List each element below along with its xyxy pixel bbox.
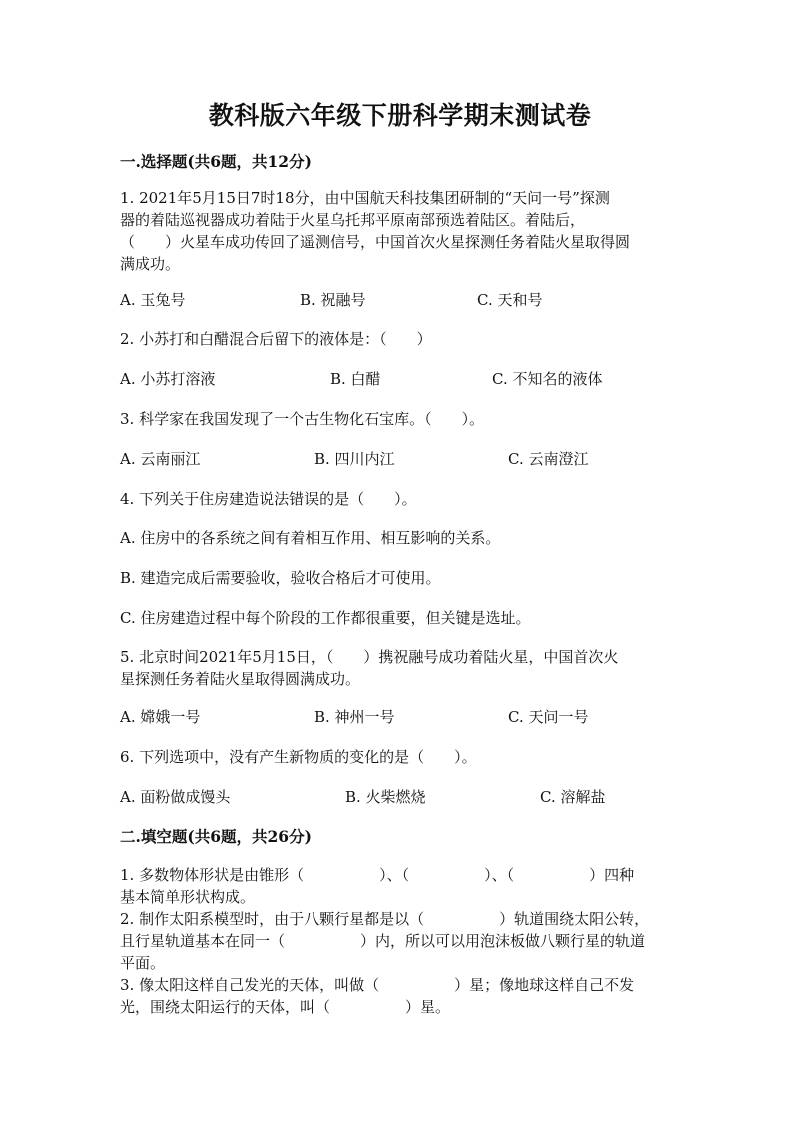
option-b: B. 神州一号 [314,708,395,726]
options-1-6 [120,786,720,808]
options-1-2 [120,368,720,390]
question-text-line: 平面。 [120,954,166,972]
question-2-3 [120,974,690,1018]
section-heading-choice: 一.选择题(共6题，共12分) [120,152,312,171]
options-1-4-a [120,527,720,549]
question-text-line: 2. 小苏打和白醋混合后留下的液体是：（ ） [120,330,432,348]
question-1-3 [120,408,690,430]
section-heading-fill: 二.填空题(共6题，共26分) [120,827,312,846]
options-1-4-c [120,607,720,629]
options-1-3 [120,448,720,470]
option-b: B. 四川内江 [314,450,395,468]
question-2-2 [120,908,690,974]
question-text-line: 1. 2021年5月15日7时18分，由中国航天科技集团研制的“天问一号”探测 [120,189,610,207]
option-b: B. 建造完成后需要验收，验收合格后才可使用。 [120,569,441,587]
option-b: B. 火柴燃烧 [345,788,426,806]
question-text-line: 器的着陆巡视器成功着陆于火星乌托邦平原南部预选着陆区。着陆后， [120,211,586,229]
option-a: A. 住房中的各系统之间有着相互作用、相互影响的关系。 [120,529,501,547]
option-a: A. 云南丽江 [120,450,201,468]
options-1-1 [120,289,720,311]
option-c: C. 不知名的液体 [492,370,603,388]
question-2-1 [120,864,690,908]
question-text-line: 4. 下列关于住房建造说法错误的是（ ）。 [120,490,417,508]
option-a: A. 玉兔号 [120,291,186,309]
question-text-line: 1. 多数物体形状是由锥形（ ）、（ ）、（ ）四种 [120,866,635,884]
question-text-line: 5. 北京时间2021年5月15日，（ ）携祝融号成功着陆火星，中国首次火 [120,648,619,666]
question-1-5 [120,646,690,690]
options-1-4-b [120,567,720,589]
option-c: C. 云南澄江 [508,450,589,468]
question-text-line: （ ）火星车成功传回了遥测信号，中国首次火星探测任务着陆火星取得圆 [120,233,631,251]
option-c: C. 天问一号 [508,708,589,726]
question-text-line: 光，围绕太阳运行的天体，叫（ ）星。 [120,998,451,1016]
option-a: A. 小苏打溶液 [120,370,216,388]
question-text-line: 基本简单形状构成。 [120,888,256,906]
question-text-line: 星探测任务着陆火星取得圆满成功。 [120,670,361,688]
question-1-6 [120,746,690,768]
option-c: C. 住房建造过程中每个阶段的工作都很重要，但关键是选址。 [120,609,531,627]
question-1-1 [120,187,690,275]
option-c: C. 天和号 [477,291,543,309]
question-text-line: 6. 下列选项中，没有产生新物质的变化的是（ ）。 [120,748,477,766]
option-c: C. 溶解盐 [540,788,606,806]
question-1-2 [120,328,690,350]
question-text-line: 3. 科学家在我国发现了一个古生物化石宝库。（ ）。 [120,410,485,428]
question-text-line: 满成功。 [120,255,181,273]
page-title: 教科版六年级下册科学期末测试卷 [208,101,592,130]
question-text-line: 且行星轨道基本在同一（ ）内，所以可以用泡沫板做八颗行星的轨道 [120,932,646,950]
question-text-line: 2. 制作太阳系模型时，由于八颗行星都是以（ ）轨道围绕太阳公转， [120,910,650,928]
options-1-5 [120,706,720,728]
option-b: B. 白醋 [330,370,381,388]
question-text-line: 3. 像太阳这样自己发光的天体，叫做（ ）星；像地球这样自己不发 [120,976,635,994]
option-a: A. 面粉做成馒头 [120,788,231,806]
option-a: A. 嫦娥一号 [120,708,201,726]
question-1-4 [120,488,690,510]
option-b: B. 祝融号 [300,291,366,309]
